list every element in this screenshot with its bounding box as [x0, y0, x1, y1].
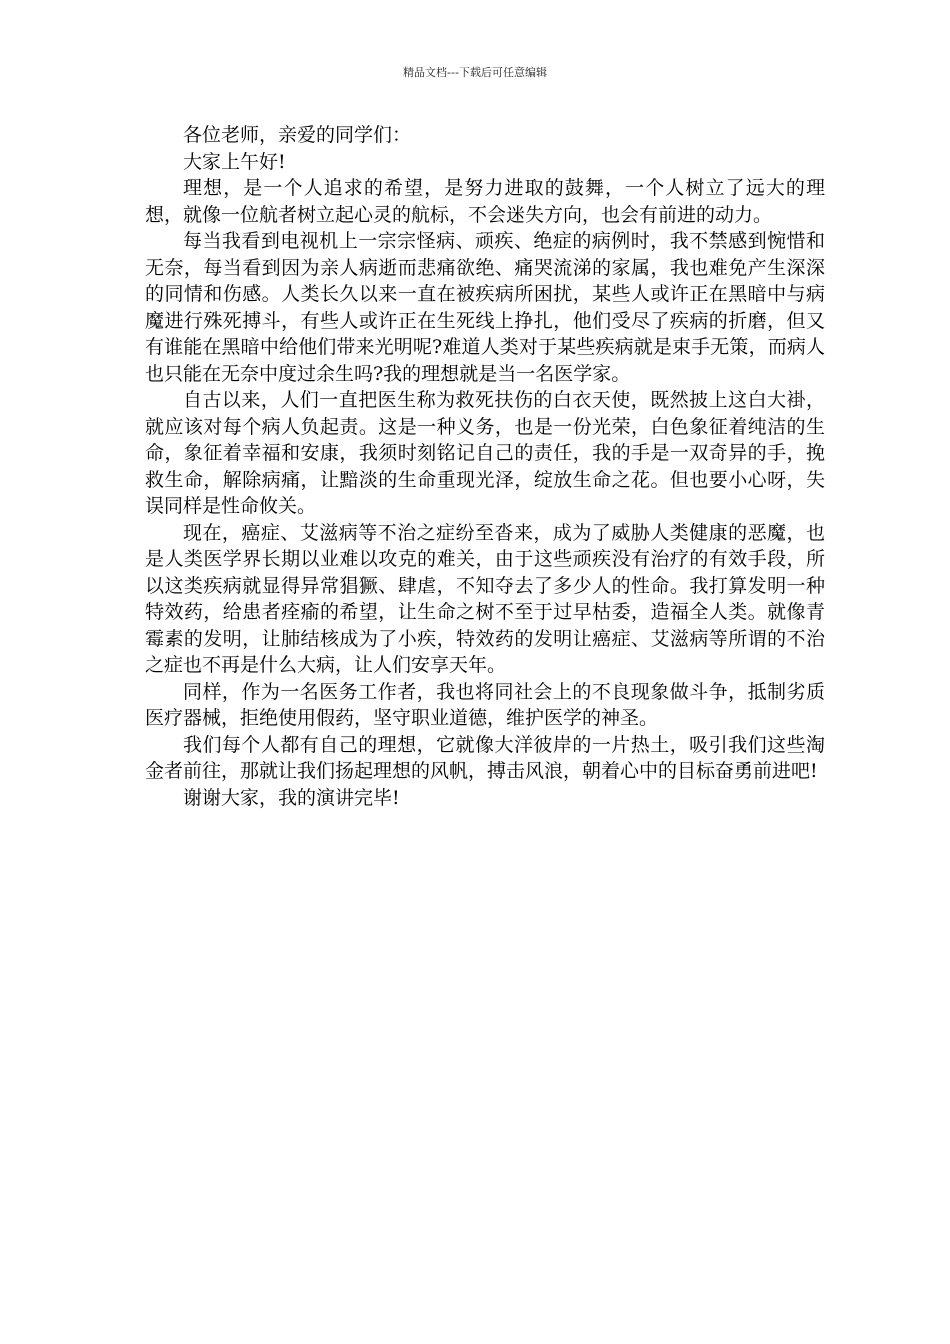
- paragraph-medical-ethics: 同样，作为一名医务工作者，我也将同社会上的不良现象做斗争，抵制劣质医疗器械，拒绝使用假药，坚守职业道德，维护医学的神圣。: [145, 680, 825, 729]
- paragraph-ideal-definition: 理想，是一个人追求的希望，是努力进取的鼓舞，一个人树立了远大的理想，就像一位航者树立起心灵的航标，不会迷失方向，也会有前进的动力。: [145, 177, 825, 226]
- speech-body: [145, 122, 825, 811]
- paragraph-special-medicine: 现在，癌症、艾滋病等不治之症纷至沓来，成为了威胁人类健康的恶魔，也是人类医学界长期以业难以攻克的难关，由于这些顽疾没有治疗的有效手段，所以这类疾病就显得异常猖獗、肆虐，不知夺去了多少人的性命。我打算发明一种特效药，给患者痊瘉的希望，让生命之树不至于过早枯委，造福全人类。就像青霉素的发明，让肺结核成为了小疾，特效药的发明让癌症、艾滋病等所谓的不治之症也不再是什么大病，让人们安享天年。: [145, 521, 825, 676]
- greeting-line: 各位老师，亲爱的同学们：: [183, 124, 412, 146]
- salutation-line: 大家上午好!: [183, 150, 286, 173]
- closing-line: 谢谢大家，我的演讲完毕!: [183, 786, 400, 809]
- paragraph-disease-suffering: 每当我看到电视机上一宗宗怪病、顽疾、绝症的病例时，我不禁感到惋惜和无奈，每当看到因为亲人病逝而悲痛欲绝、痛哭流涕的家属，我也难免产生深深的同情和伤感。人类长久以来一直在被疾病所困扰，某些人或许正在黑暗中与病魔进行殊死搏斗，有些人或许正在生死线上挣扎，他们受尽了疾病的折磨，但又有谁能在黑暗中给他们带来光明呢?难道人类对于某些疾病就是束手无策，而病人也只能在无奈中度过余生吗?我的理想就是当一名医学家。: [145, 230, 825, 385]
- paragraph-doctor-duty: 自古以来，人们一直把医生称为救死扶伤的白衣天使，既然披上这白大褂，就应该对每个病人负起责。这是一种义务，也是一份光荣，白色象征着纯洁的生命，象征着幸福和安康，我须时刻铭记自己的责任，我的手是一双奇异的手，挽救生命，解除病痛，让黯淡的生命重现光泽，绽放生命之花。但也要小心呀，失误同样是性命攸关。: [145, 389, 825, 517]
- page-header: 精品文档---下载后可任意编辑: [403, 66, 547, 79]
- paragraph-pursue-ideal: 我们每个人都有自己的理想，它就像大洋彼岸的一片热土，吸引我们这些淘金者前往，那就让我们扬起理想的风帆，搏击风浪，朝着心中的目标奋勇前进吧!: [145, 733, 825, 782]
